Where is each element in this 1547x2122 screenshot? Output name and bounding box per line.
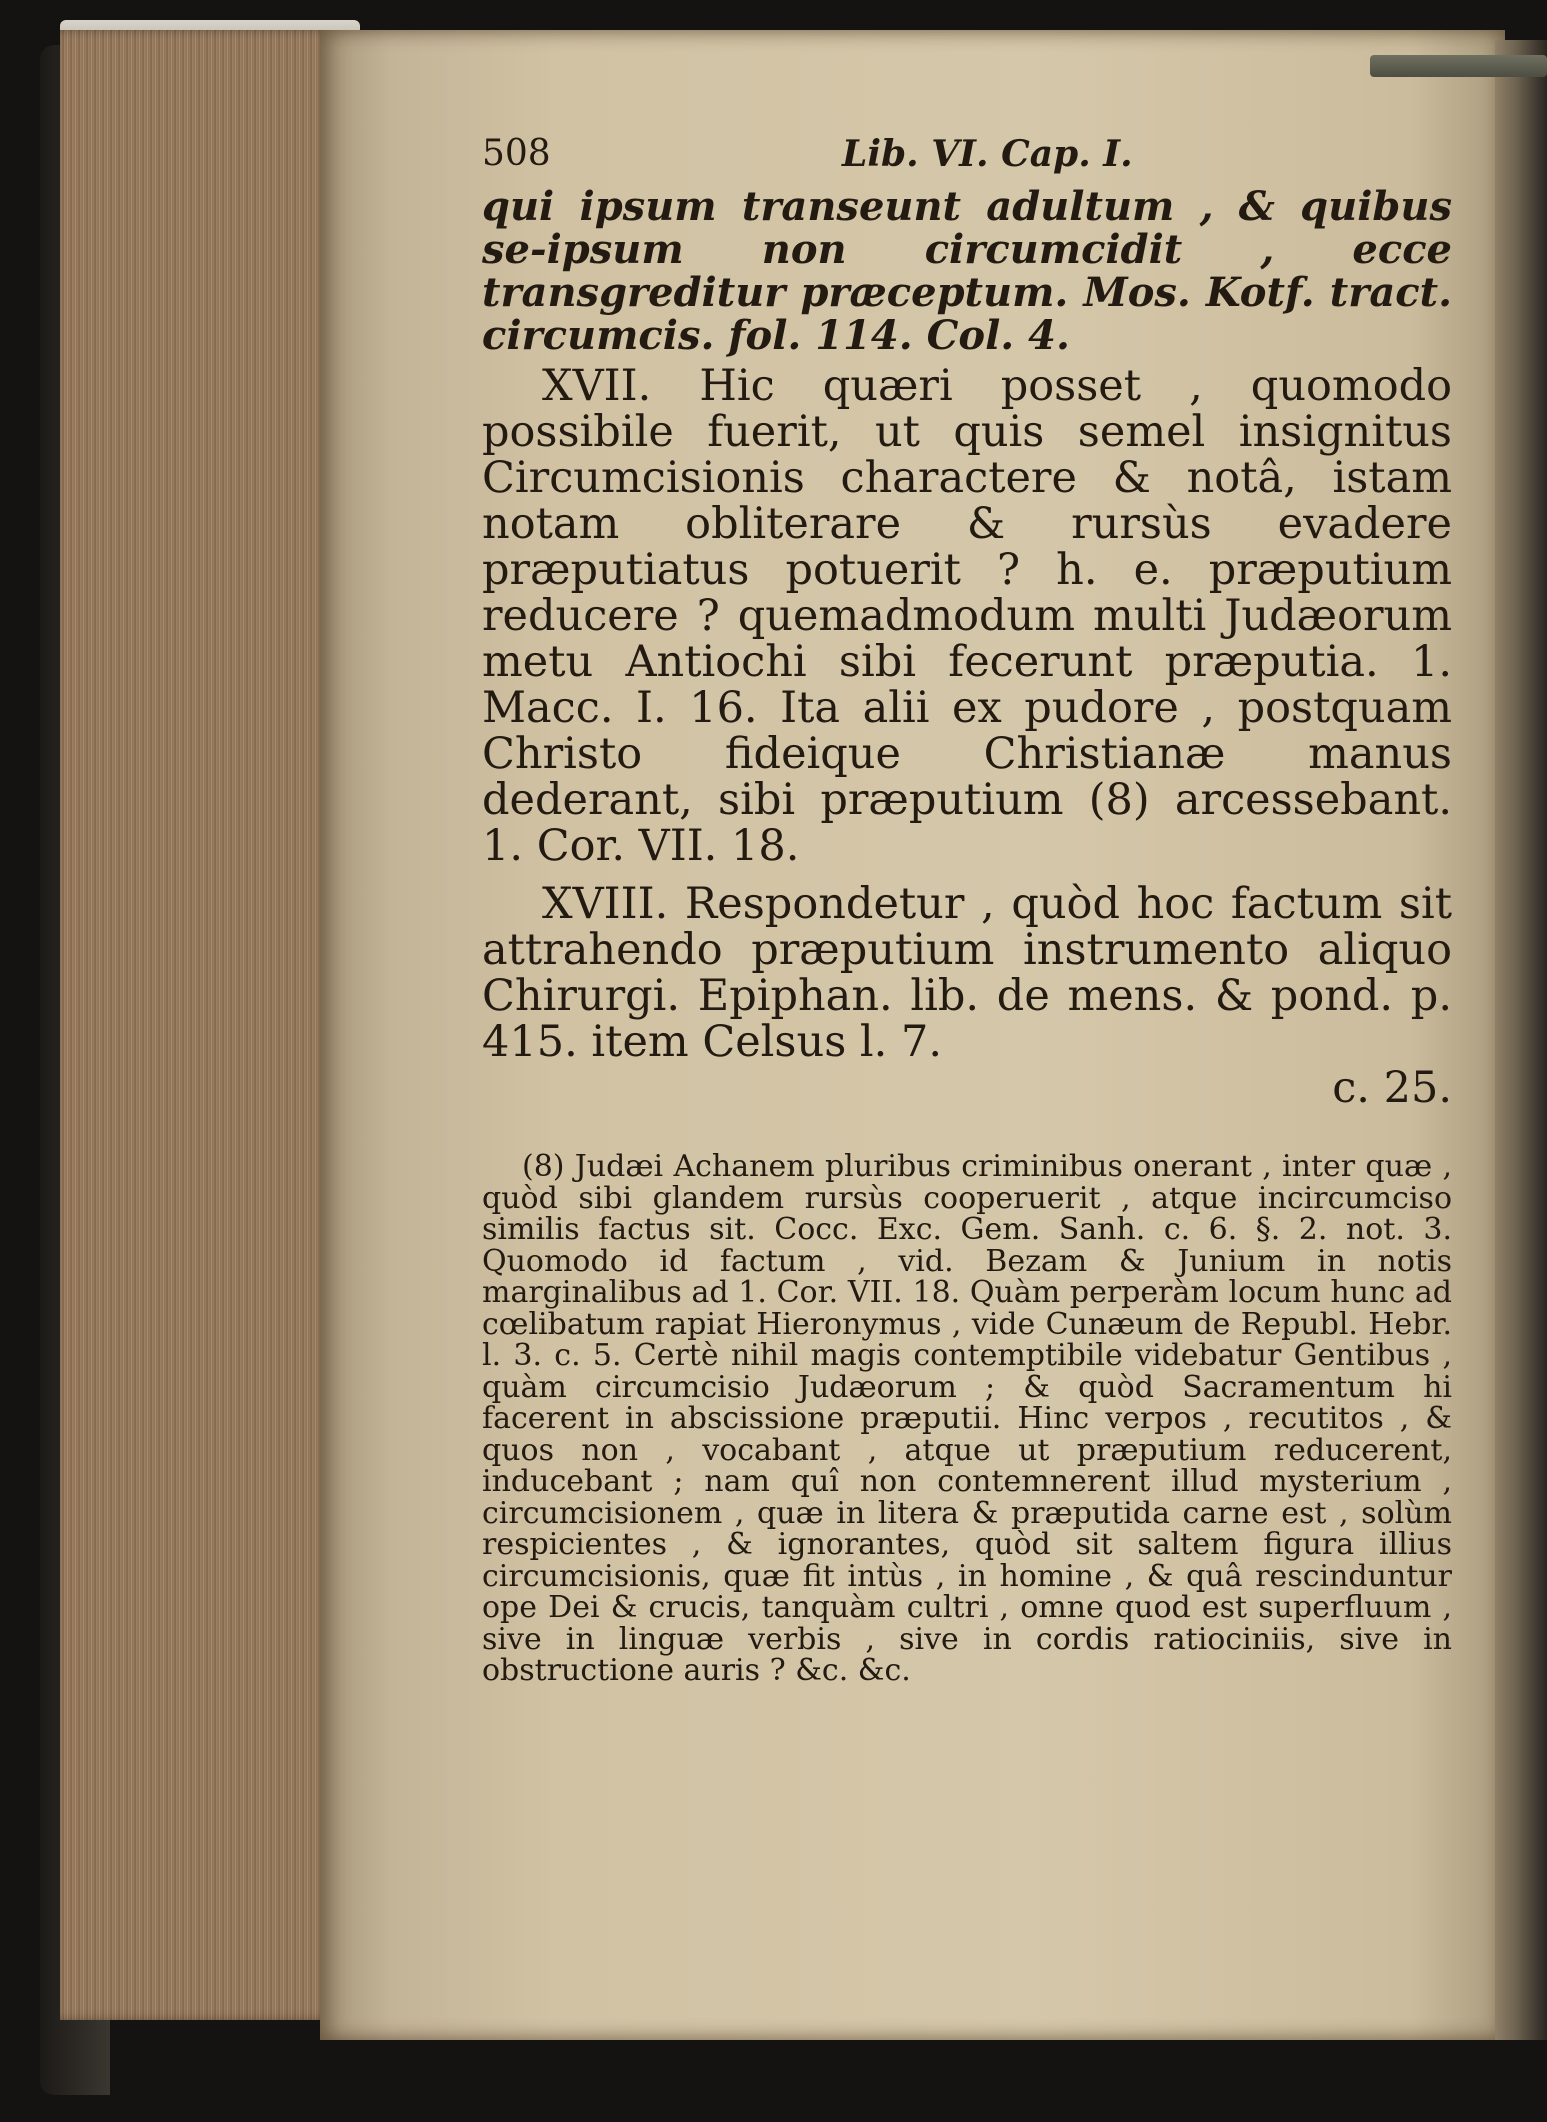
quote-paragraph: qui ipsum transeunt adultum , & quibus se-ipsum non circumcidit , ecce transgreditur præceptum. Mos. Kotf. tract. circumcis. fol. 114. Col. 4. (482, 183, 1452, 359)
section-18-continuation: c. 25. (1332, 1063, 1452, 1113)
page-text (482, 125, 1452, 1687)
page-right-edge (1495, 40, 1547, 2040)
running-head: Lib. VI. Cap. I. (842, 133, 1133, 175)
bookmark-ribbon (1370, 55, 1547, 77)
page-header (482, 125, 1452, 185)
section-18-paragraph: XVIII. Respondetur , quòd hoc factum sit attrahendo præputium instrumento aliquo Chirurgi. Epiphan. lib. de mens. & pond. p. 415. item Celsus l. 7. (482, 879, 1452, 1067)
section-17-paragraph: XVII. Hic quæri posset , quomodo possibile fuerit, ut quis semel insignitus Circumcisionis charactere & notâ, istam notam obliterare & rursùs evadere præputiatus potuerit ? h. e. præputium reducere ? quemadmodum multi Judæorum metu Antiochi sibi fecerunt præputia. 1. Macc. I. 16. Ita alii ex pudore , postquam Christo fideique Christianæ manus dederant, sibi præputium (8) arcessebant. 1. Cor. VII. 18. (482, 361, 1452, 871)
page-stack-edges (60, 30, 360, 2020)
footnote-8: (8) Judæi Achanem pluribus criminibus onerant , inter quæ , quòd sibi glandem rursùs cooperuerit , atque incircumciso similis factus sit. Cocc. Exc. Gem. Sanh. c. 6. §. 2. not. 3. Quomodo id factum , vid. Bezam & Junium in notis marginalibus ad 1. Cor. VII. 18. Quàm perperàm locum hunc ad cœlibatum rapiat Hieronymus , vide Cunæum de Republ. Hebr. l. 3. c. 5. Certè nihil magis contemptibile videbatur Gentibus , quàm circumcisio Judæorum ; & quòd Sacramentum hi facerent in abscissione præputii. Hinc verpos , recutitos , & quos non , vocabant , atque ut præputium reducerent, inducebant ; nam quî non contemnerent illud mysterium , circumcisionem , quæ in litera & præputida carne est , solùm respicientes , & ignorantes, quòd sit saltem figura illius circumcisionis, quæ fit intùs , in homine , & quâ rescinduntur ope Dei & crucis, tanquàm cultri , omne quod est superfluum , sive in linguæ verbis , sive in cordis ratiociniis, sive in obstructione auris ? &c. &c. (482, 1149, 1452, 1688)
page-number: 508 (482, 133, 551, 174)
